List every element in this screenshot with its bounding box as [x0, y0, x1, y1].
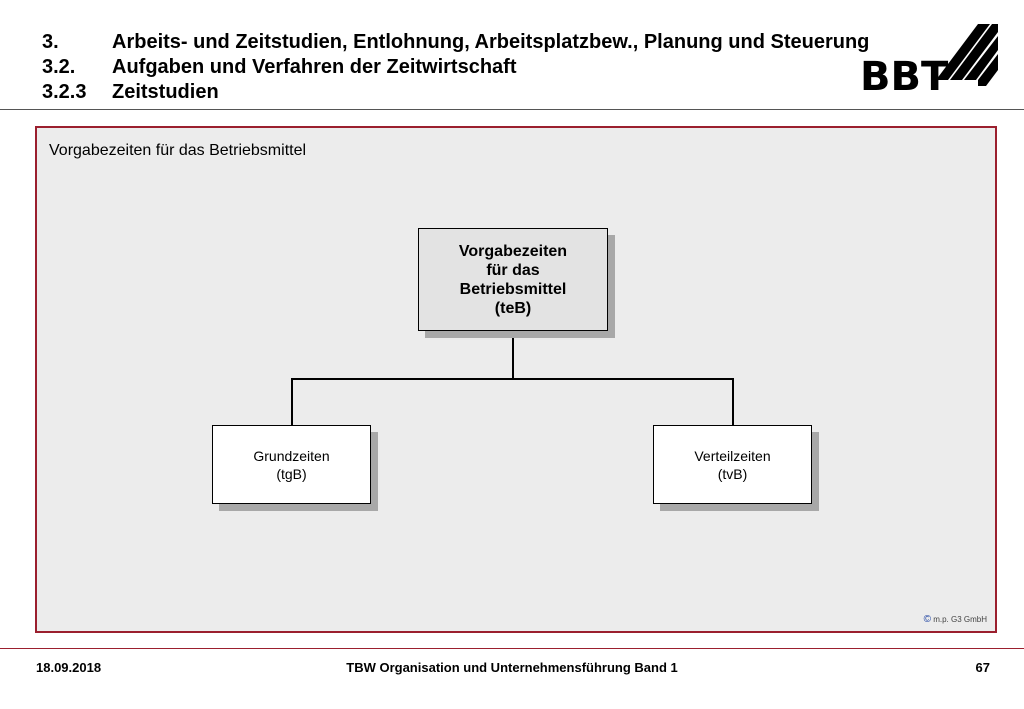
heading-text: Arbeits- und Zeitstudien, Entlohnung, Arbeitsplatzbew., Planung und Steuerung [112, 31, 870, 53]
footer-page-number: 67 [975, 660, 990, 675]
root-node-line: für das [486, 261, 540, 279]
root-node-box [418, 228, 608, 331]
diagram-title: Vorgabezeiten für das Betriebsmittel [49, 142, 307, 159]
connector-root-down [512, 331, 514, 379]
diagram-frame [35, 126, 997, 633]
heading-line-2 [42, 55, 902, 80]
heading-text: Zeitstudien [112, 81, 219, 103]
child-node-line: (tvB) [717, 465, 748, 482]
copyright-icon: © [923, 614, 931, 625]
child-node-line: Grundzeiten [253, 447, 330, 464]
root-node-line: Betriebsmittel [459, 280, 567, 298]
connector-left-down [291, 378, 293, 425]
child-node-verteilzeiten [653, 425, 812, 504]
heading-number: 3.2. [42, 56, 76, 78]
footer-date: 18.09.2018 [36, 660, 102, 675]
heading-number: 3. [42, 31, 59, 53]
bbt-logo [858, 20, 1004, 110]
heading-number: 3.2.3 [42, 81, 87, 103]
child-node-grundzeiten [212, 425, 371, 504]
heading-line-3 [42, 80, 902, 105]
child-node-line: Verteilzeiten [694, 447, 771, 464]
root-node-line: (teB) [494, 299, 532, 317]
slide-heading [42, 30, 902, 105]
heading-text: Aufgaben und Verfahren der Zeitwirtschaft [112, 56, 517, 78]
child-node-line: (tgB) [276, 465, 307, 482]
root-node-line: Vorgabezeiten [458, 242, 568, 260]
heading-line-1 [42, 30, 902, 55]
connector-horizontal [291, 378, 734, 380]
copyright-text: m.p. G3 GmbH [933, 615, 987, 624]
connector-right-down [732, 378, 734, 425]
footer-divider [0, 648, 1024, 649]
footer-course: TBW Organisation und Unternehmensführung Band 1 [346, 660, 678, 675]
logo-text: BBT [860, 54, 949, 100]
copyright-notice [924, 614, 987, 625]
header-divider [0, 109, 1024, 110]
